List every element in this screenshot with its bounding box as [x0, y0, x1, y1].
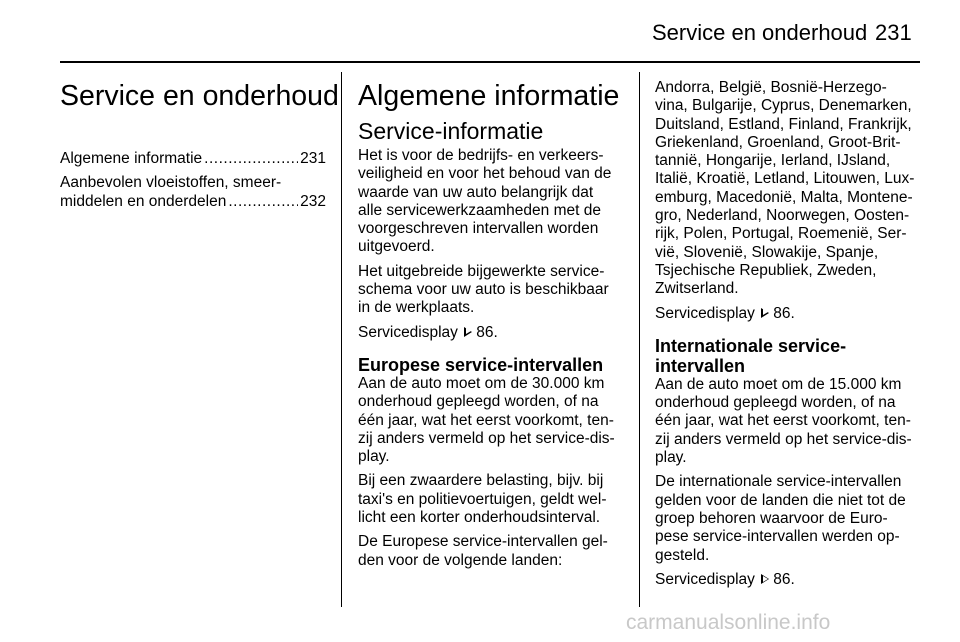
cross-reference-servicedisplay[interactable] — [655, 305, 923, 323]
reference-label: Servicedisplay — [655, 304, 755, 322]
paragraph-heavy-use: Bij een zwaardere belasting, bijv. bij taxi's en politievoertuigen, geldt wel- licht een korter onderhoudsinterval. — [358, 472, 607, 527]
cross-reference-servicedisplay[interactable] — [655, 571, 923, 589]
toc-entry-text-line2: middelen en onderdelen — [60, 192, 227, 210]
paragraph-country-list: Andorra, België, Bosnië-Herzego- vina, Bulgarije, Cyprus, Denemarken, Duitsland, Estland, Finland, Frankrijk, Griekenland, Groenland, Groot-Brit- tannië, Hongarije, Ierland, IJsland, Italië, Kroatië, Letland, Litouwen, Lux- emburg, Macedonië, Malta, Montene- gro, Nederland, Noorwegen, Oosten- rijk, Polen, Portugal, Roemenië, Ser- vië, Slovenië, Slowakije, Spanje, Tsjechische Republiek, Zweden, Zwitserland. — [655, 79, 915, 298]
watermark: carmanualsonline.info — [626, 611, 831, 634]
page-reference-arrow-icon — [761, 308, 769, 318]
cross-reference-servicedisplay[interactable] — [358, 324, 628, 342]
paragraph-international-interval: Aan de auto moet om de 15.000 km onderhoud gepleegd worden, of na één jaar, wat het eerst voorkomt, ten- zij anders vermeld op het service-dis- play. — [655, 375, 912, 467]
paragraph-service-info: Het is voor de bedrijfs- en verkeers- veiligheid en voor het behoud van de waarde van uw auto belangrijk dat alle servicewerkzaamheden met de voorgeschreven intervallen worden uitgevoerd. — [358, 147, 612, 256]
reference-page: 86. — [773, 304, 795, 322]
reference-label: Servicedisplay — [655, 570, 755, 588]
heading-international-intervals: Internationale service- intervallen — [655, 335, 847, 376]
running-header-title: Service en onderhoud — [652, 20, 868, 45]
toc-leader-dots — [204, 150, 298, 168]
toc-entry-aanbevolen-vloeistoffen[interactable] — [60, 174, 326, 211]
column-divider-right — [639, 72, 640, 607]
subsection-title: Service-informatie — [358, 118, 544, 144]
heading-european-intervals: Europese service-intervallen — [358, 354, 604, 375]
paragraph-service-schedule: Het uitgebreide bijgewerkte service- schema voor uw auto is beschikbaar in de werkplaats. — [358, 262, 609, 317]
toc-entry-text-line1: Aanbevolen vloeistoffen, smeer- — [60, 174, 282, 192]
right-column — [655, 79, 923, 589]
header-rule — [60, 61, 920, 63]
toc-entry-text: Algemene informatie — [60, 150, 203, 167]
page-number: 231 — [875, 20, 912, 45]
section-title: Algemene informatie — [358, 80, 620, 112]
reference-label: Servicedisplay — [358, 323, 458, 341]
toc-entry-algemene-informatie[interactable] — [60, 150, 326, 168]
table-of-contents — [60, 150, 326, 211]
middle-column — [358, 74, 628, 570]
toc-entry-page: 231 — [300, 150, 326, 167]
page-reference-arrow-icon — [464, 327, 472, 337]
chapter-title: Service en onderhoud — [60, 80, 339, 112]
toc-leader-dots — [228, 193, 298, 211]
reference-page: 86. — [476, 323, 498, 341]
toc-entry-page: 232 — [300, 192, 326, 210]
column-divider-left — [341, 72, 342, 607]
reference-page: 86. — [773, 570, 795, 588]
paragraph-european-interval: Aan de auto moet om de 30.000 km onderhoud gepleegd worden, of na één jaar, wat het eerst voorkomt, ten- zij anders vermeld op het service-dis- play. — [358, 374, 615, 466]
page-reference-arrow-icon — [761, 574, 769, 584]
left-column — [60, 74, 339, 211]
paragraph-international-countries: De internationale service-intervallen gelden voor de landen die niet tot de groep behoren waarvoor de Euro- pese service-intervallen werden op- gesteld. — [655, 473, 906, 564]
paragraph-countries-intro: De Europese service-intervallen gel- den voor de volgende landen: — [358, 533, 608, 569]
